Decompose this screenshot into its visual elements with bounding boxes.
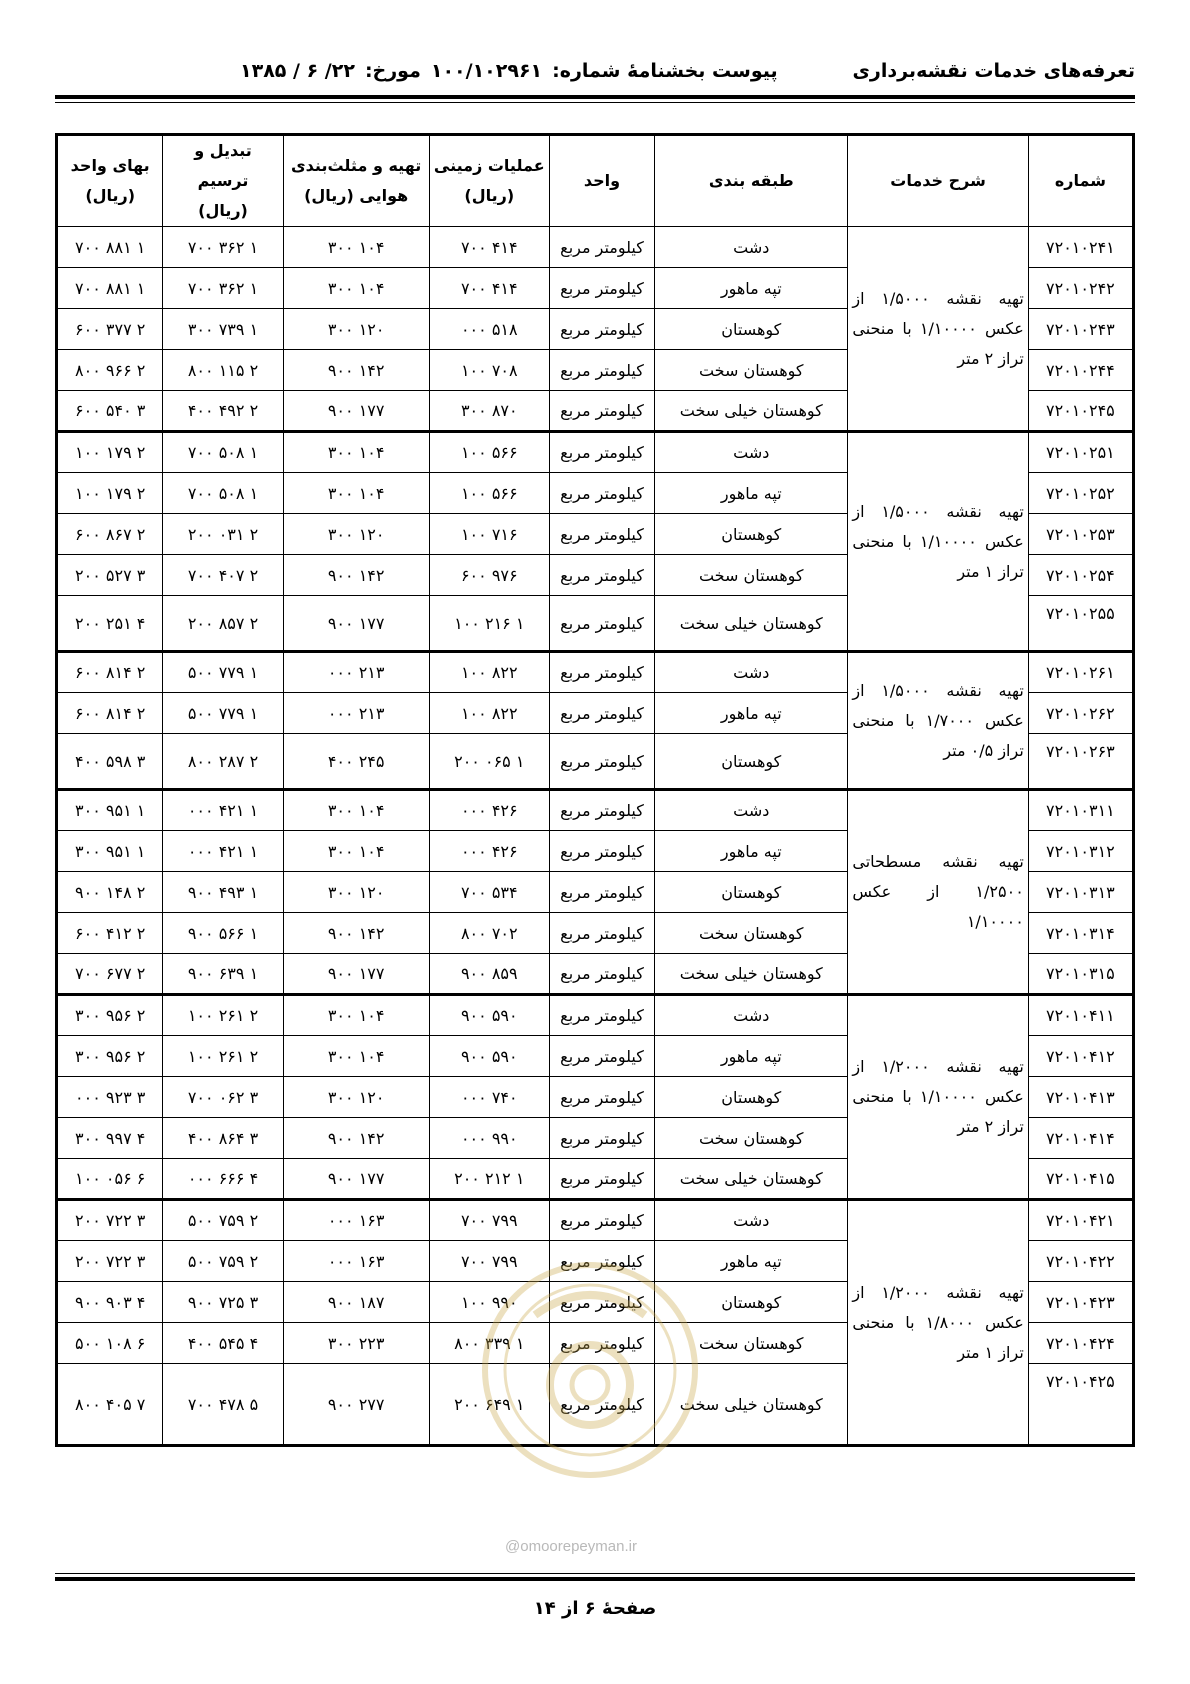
cell-classification: کوهستان خیلی سخت bbox=[655, 596, 848, 652]
tariff-body bbox=[57, 227, 1134, 1446]
cell-code: ۷۲۰۱۰۴۱۴ bbox=[1028, 1118, 1133, 1159]
table-row bbox=[57, 227, 1134, 268]
document-title: تعرفه‌های خدمات نقشه‌برداری bbox=[852, 60, 1135, 82]
cell-ground: ۴۱۴ ۷۰۰ bbox=[429, 227, 549, 268]
cell-classification: کوهستان bbox=[655, 734, 848, 790]
cell-ground: ۱ ۲۱۲ ۲۰۰ bbox=[429, 1159, 549, 1200]
cell-aerial: ۲۴۵ ۴۰۰ bbox=[283, 734, 429, 790]
cell-drafting: ۲ ۲۶۱ ۱۰۰ bbox=[163, 995, 283, 1036]
cell-drafting: ۲ ۲۸۷ ۸۰۰ bbox=[163, 734, 283, 790]
cell-unit-price: ۲ ۹۵۶ ۳۰۰ bbox=[57, 1036, 163, 1077]
cell-drafting: ۲ ۱۱۵ ۸۰۰ bbox=[163, 350, 283, 391]
cell-ground: ۷۰۲ ۸۰۰ bbox=[429, 913, 549, 954]
cell-code: ۷۲۰۱۰۲۶۲ bbox=[1028, 693, 1133, 734]
cell-classification: تپه ماهور bbox=[655, 1036, 848, 1077]
cell-drafting: ۱ ۳۶۲ ۷۰۰ bbox=[163, 227, 283, 268]
cell-unit: کیلومتر مربع bbox=[549, 734, 654, 790]
cell-drafting: ۲ ۸۵۷ ۲۰۰ bbox=[163, 596, 283, 652]
cell-ground: ۵۳۴ ۷۰۰ bbox=[429, 872, 549, 913]
cell-unit: کیلومتر مربع bbox=[549, 555, 654, 596]
cell-unit: کیلومتر مربع bbox=[549, 913, 654, 954]
cell-ground: ۷۹۹ ۷۰۰ bbox=[429, 1241, 549, 1282]
cell-unit-price: ۴ ۲۵۱ ۲۰۰ bbox=[57, 596, 163, 652]
cell-unit-price: ۳ ۷۲۲ ۲۰۰ bbox=[57, 1200, 163, 1241]
cell-ground: ۴۱۴ ۷۰۰ bbox=[429, 268, 549, 309]
cell-drafting: ۲ ۰۳۱ ۲۰۰ bbox=[163, 514, 283, 555]
cell-unit: کیلومتر مربع bbox=[549, 831, 654, 872]
attachment-info bbox=[230, 60, 778, 82]
table-row bbox=[57, 1200, 1134, 1241]
cell-code: ۷۲۰۱۰۴۱۲ bbox=[1028, 1036, 1133, 1077]
cell-drafting: ۳ ۷۲۵ ۹۰۰ bbox=[163, 1282, 283, 1323]
cell-classification: کوهستان خیلی سخت bbox=[655, 1159, 848, 1200]
cell-drafting: ۲ ۷۵۹ ۵۰۰ bbox=[163, 1241, 283, 1282]
cell-ground: ۱ ۲۱۶ ۱۰۰ bbox=[429, 596, 549, 652]
cell-classification: کوهستان سخت bbox=[655, 350, 848, 391]
cell-aerial: ۱۲۰ ۳۰۰ bbox=[283, 514, 429, 555]
cell-drafting: ۱ ۴۲۱ ۰۰۰ bbox=[163, 831, 283, 872]
col-number: شماره bbox=[1028, 135, 1133, 227]
cell-drafting: ۲ ۷۵۹ ۵۰۰ bbox=[163, 1200, 283, 1241]
cell-aerial: ۲۱۳ ۰۰۰ bbox=[283, 652, 429, 693]
cell-drafting: ۱ ۷۷۹ ۵۰۰ bbox=[163, 652, 283, 693]
cell-unit-price: ۶ ۰۵۶ ۱۰۰ bbox=[57, 1159, 163, 1200]
cell-unit: کیلومتر مربع bbox=[549, 1200, 654, 1241]
cell-code: ۷۲۰۱۰۲۶۳ bbox=[1028, 734, 1133, 790]
cell-classification: کوهستان bbox=[655, 872, 848, 913]
cell-aerial: ۱۶۳ ۰۰۰ bbox=[283, 1241, 429, 1282]
cell-code: ۷۲۰۱۰۳۱۵ bbox=[1028, 954, 1133, 995]
attachment-label: پیوست بخشنامۀ شماره: bbox=[552, 60, 778, 82]
cell-classification: کوهستان سخت bbox=[655, 1118, 848, 1159]
cell-classification: کوهستان bbox=[655, 1077, 848, 1118]
cell-unit-price: ۶ ۱۰۸ ۵۰۰ bbox=[57, 1323, 163, 1364]
cell-unit: کیلومتر مربع bbox=[549, 1118, 654, 1159]
cell-unit: کیلومتر مربع bbox=[549, 432, 654, 473]
cell-aerial: ۱۲۰ ۳۰۰ bbox=[283, 1077, 429, 1118]
cell-aerial: ۱۰۴ ۳۰۰ bbox=[283, 473, 429, 514]
cell-unit: کیلومتر مربع bbox=[549, 1323, 654, 1364]
header-rule-thin bbox=[55, 102, 1135, 103]
header-rule-thick bbox=[55, 95, 1135, 99]
cell-unit-price: ۲ ۹۶۶ ۸۰۰ bbox=[57, 350, 163, 391]
cell-aerial: ۱۴۲ ۹۰۰ bbox=[283, 913, 429, 954]
cell-drafting: ۵ ۴۷۸ ۷۰۰ bbox=[163, 1364, 283, 1446]
table-row bbox=[57, 652, 1134, 693]
cell-unit-price: ۲ ۸۶۷ ۶۰۰ bbox=[57, 514, 163, 555]
cell-ground: ۴۲۶ ۰۰۰ bbox=[429, 831, 549, 872]
cell-aerial: ۱۶۳ ۰۰۰ bbox=[283, 1200, 429, 1241]
col-description: شرح خدمات bbox=[848, 135, 1028, 227]
cell-aerial: ۱۲۰ ۳۰۰ bbox=[283, 309, 429, 350]
cell-ground: ۵۶۶ ۱۰۰ bbox=[429, 473, 549, 514]
cell-unit: کیلومتر مربع bbox=[549, 1241, 654, 1282]
cell-classification: کوهستان خیلی سخت bbox=[655, 1364, 848, 1446]
page-header bbox=[55, 60, 1135, 90]
cell-unit: کیلومتر مربع bbox=[549, 227, 654, 268]
cell-ground: ۹۷۶ ۶۰۰ bbox=[429, 555, 549, 596]
footer-rule-thin bbox=[55, 1573, 1135, 1574]
cell-unit: کیلومتر مربع bbox=[549, 872, 654, 913]
header-row bbox=[57, 135, 1134, 227]
cell-unit: کیلومتر مربع bbox=[549, 391, 654, 432]
cell-ground: ۷۱۶ ۱۰۰ bbox=[429, 514, 549, 555]
cell-ground: ۵۹۰ ۹۰۰ bbox=[429, 995, 549, 1036]
cell-unit-price: ۲ ۱۷۹ ۱۰۰ bbox=[57, 473, 163, 514]
cell-ground: ۴۲۶ ۰۰۰ bbox=[429, 790, 549, 831]
cell-unit: کیلومتر مربع bbox=[549, 473, 654, 514]
cell-unit-price: ۱ ۸۸۱ ۷۰۰ bbox=[57, 268, 163, 309]
cell-drafting: ۲ ۲۶۱ ۱۰۰ bbox=[163, 1036, 283, 1077]
cell-unit: کیلومتر مربع bbox=[549, 1282, 654, 1323]
cell-aerial: ۱۷۷ ۹۰۰ bbox=[283, 391, 429, 432]
cell-ground: ۷۴۰ ۰۰۰ bbox=[429, 1077, 549, 1118]
cell-aerial: ۲۱۳ ۰۰۰ bbox=[283, 693, 429, 734]
cell-unit-price: ۲ ۴۱۲ ۶۰۰ bbox=[57, 913, 163, 954]
cell-aerial: ۱۸۷ ۹۰۰ bbox=[283, 1282, 429, 1323]
tariff-table bbox=[55, 133, 1135, 1447]
cell-ground: ۷۰۸ ۱۰۰ bbox=[429, 350, 549, 391]
cell-aerial: ۱۷۷ ۹۰۰ bbox=[283, 596, 429, 652]
cell-unit-price: ۳ ۹۲۳ ۰۰۰ bbox=[57, 1077, 163, 1118]
cell-unit-price: ۲ ۶۷۷ ۷۰۰ bbox=[57, 954, 163, 995]
cell-ground: ۸۲۲ ۱۰۰ bbox=[429, 693, 549, 734]
cell-aerial: ۱۰۴ ۳۰۰ bbox=[283, 995, 429, 1036]
col-unit: واحد bbox=[549, 135, 654, 227]
cell-classification: تپه ماهور bbox=[655, 831, 848, 872]
cell-drafting: ۱ ۷۳۹ ۳۰۰ bbox=[163, 309, 283, 350]
cell-code: ۷۲۰۱۰۲۵۱ bbox=[1028, 432, 1133, 473]
cell-code: ۷۲۰۱۰۴۲۴ bbox=[1028, 1323, 1133, 1364]
cell-unit: کیلومتر مربع bbox=[549, 1364, 654, 1446]
cell-unit: کیلومتر مربع bbox=[549, 309, 654, 350]
cell-drafting: ۴ ۵۴۵ ۴۰۰ bbox=[163, 1323, 283, 1364]
cell-drafting: ۴ ۶۶۶ ۰۰۰ bbox=[163, 1159, 283, 1200]
cell-classification: کوهستان سخت bbox=[655, 913, 848, 954]
cell-aerial: ۲۲۳ ۳۰۰ bbox=[283, 1323, 429, 1364]
cell-classification: دشت bbox=[655, 652, 848, 693]
cell-code: ۷۲۰۱۰۴۱۵ bbox=[1028, 1159, 1133, 1200]
table-row bbox=[57, 432, 1134, 473]
cell-classification: کوهستان خیلی سخت bbox=[655, 954, 848, 995]
cell-aerial: ۱۴۲ ۹۰۰ bbox=[283, 1118, 429, 1159]
cell-drafting: ۱ ۵۰۸ ۷۰۰ bbox=[163, 473, 283, 514]
cell-ground: ۸۷۰ ۳۰۰ bbox=[429, 391, 549, 432]
cell-classification: دشت bbox=[655, 227, 848, 268]
cell-classification: دشت bbox=[655, 432, 848, 473]
cell-unit-price: ۱ ۹۵۱ ۳۰۰ bbox=[57, 831, 163, 872]
cell-aerial: ۱۷۷ ۹۰۰ bbox=[283, 1159, 429, 1200]
cell-ground: ۹۹۰ ۱۰۰ bbox=[429, 1282, 549, 1323]
cell-aerial: ۱۰۴ ۳۰۰ bbox=[283, 268, 429, 309]
cell-unit-price: ۳ ۵۲۷ ۲۰۰ bbox=[57, 555, 163, 596]
cell-unit: کیلومتر مربع bbox=[549, 790, 654, 831]
cell-classification: تپه ماهور bbox=[655, 1241, 848, 1282]
cell-code: ۷۲۰۱۰۴۲۲ bbox=[1028, 1241, 1133, 1282]
cell-drafting: ۱ ۵۶۶ ۹۰۰ bbox=[163, 913, 283, 954]
cell-code: ۷۲۰۱۰۴۱۳ bbox=[1028, 1077, 1133, 1118]
cell-drafting: ۳ ۰۶۲ ۷۰۰ bbox=[163, 1077, 283, 1118]
cell-description: تهیه نقشه ۱/۵۰۰۰ از عکس ۱/۱۰۰۰۰ با منحنی تراز ۱ متر bbox=[848, 432, 1028, 652]
cell-code: ۷۲۰۱۰۳۱۳ bbox=[1028, 872, 1133, 913]
col-aerial: تهیه و مثلث‌بندی هوایی (ریال) bbox=[283, 135, 429, 227]
cell-unit: کیلومتر مربع bbox=[549, 268, 654, 309]
page-number: صفحۀ ۶ از ۱۴ bbox=[533, 1598, 657, 1619]
cell-unit: کیلومتر مربع bbox=[549, 596, 654, 652]
cell-aerial: ۱۲۰ ۳۰۰ bbox=[283, 872, 429, 913]
cell-drafting: ۳ ۸۶۴ ۴۰۰ bbox=[163, 1118, 283, 1159]
cell-ground: ۸۲۲ ۱۰۰ bbox=[429, 652, 549, 693]
cell-classification: کوهستان bbox=[655, 514, 848, 555]
cell-ground: ۹۹۰ ۰۰۰ bbox=[429, 1118, 549, 1159]
cell-ground: ۵۹۰ ۹۰۰ bbox=[429, 1036, 549, 1077]
cell-description: تهیه نقشه ۱/۲۰۰۰ از عکس ۱/۱۰۰۰۰ با منحنی تراز ۲ متر bbox=[848, 995, 1028, 1200]
cell-drafting: ۱ ۷۷۹ ۵۰۰ bbox=[163, 693, 283, 734]
cell-unit-price: ۲ ۳۷۷ ۶۰۰ bbox=[57, 309, 163, 350]
cell-unit: کیلومتر مربع bbox=[549, 954, 654, 995]
watermark-text: @omoorepeyman.ir bbox=[505, 1538, 637, 1555]
cell-unit-price: ۳ ۷۲۲ ۲۰۰ bbox=[57, 1241, 163, 1282]
cell-classification: دشت bbox=[655, 1200, 848, 1241]
cell-unit-price: ۲ ۱۴۸ ۹۰۰ bbox=[57, 872, 163, 913]
cell-ground: ۷۹۹ ۷۰۰ bbox=[429, 1200, 549, 1241]
cell-classification: دشت bbox=[655, 995, 848, 1036]
cell-unit: کیلومتر مربع bbox=[549, 995, 654, 1036]
cell-ground: ۸۵۹ ۹۰۰ bbox=[429, 954, 549, 995]
cell-drafting: ۱ ۳۶۲ ۷۰۰ bbox=[163, 268, 283, 309]
cell-ground: ۱ ۶۴۹ ۲۰۰ bbox=[429, 1364, 549, 1446]
cell-code: ۷۲۰۱۰۲۵۴ bbox=[1028, 555, 1133, 596]
cell-code: ۷۲۰۱۰۲۴۲ bbox=[1028, 268, 1133, 309]
cell-classification: کوهستان سخت bbox=[655, 1323, 848, 1364]
cell-drafting: ۱ ۴۲۱ ۰۰۰ bbox=[163, 790, 283, 831]
cell-code: ۷۲۰۱۰۴۲۳ bbox=[1028, 1282, 1133, 1323]
table-row bbox=[57, 995, 1134, 1036]
cell-classification: تپه ماهور bbox=[655, 268, 848, 309]
cell-unit-price: ۳ ۵۴۰ ۶۰۰ bbox=[57, 391, 163, 432]
cell-classification: تپه ماهور bbox=[655, 473, 848, 514]
cell-code: ۷۲۰۱۰۲۴۱ bbox=[1028, 227, 1133, 268]
cell-unit: کیلومتر مربع bbox=[549, 1077, 654, 1118]
cell-code: ۷۲۰۱۰۴۱۱ bbox=[1028, 995, 1133, 1036]
cell-unit-price: ۲ ۱۷۹ ۱۰۰ bbox=[57, 432, 163, 473]
cell-code: ۷۲۰۱۰۲۵۳ bbox=[1028, 514, 1133, 555]
table-row bbox=[57, 790, 1134, 831]
cell-code: ۷۲۰۱۰۲۶۱ bbox=[1028, 652, 1133, 693]
cell-aerial: ۱۰۴ ۳۰۰ bbox=[283, 831, 429, 872]
cell-code: ۷۲۰۱۰۴۲۵ bbox=[1028, 1364, 1133, 1446]
cell-unit-price: ۱ ۹۵۱ ۳۰۰ bbox=[57, 790, 163, 831]
cell-code: ۷۲۰۱۰۲۵۵ bbox=[1028, 596, 1133, 652]
cell-drafting: ۲ ۴۹۲ ۴۰۰ bbox=[163, 391, 283, 432]
cell-code: ۷۲۰۱۰۲۵۲ bbox=[1028, 473, 1133, 514]
cell-code: ۷۲۰۱۰۴۲۱ bbox=[1028, 1200, 1133, 1241]
cell-drafting: ۱ ۶۳۹ ۹۰۰ bbox=[163, 954, 283, 995]
cell-unit: کیلومتر مربع bbox=[549, 693, 654, 734]
attachment-number: ۱۰۰/۱۰۲۹۶۱ bbox=[430, 60, 543, 82]
col-unit-price: بهای واحد (ریال) bbox=[57, 135, 163, 227]
cell-unit: کیلومتر مربع bbox=[549, 514, 654, 555]
cell-unit-price: ۷ ۴۰۵ ۸۰۰ bbox=[57, 1364, 163, 1446]
col-classification: طبقه بندی bbox=[655, 135, 848, 227]
cell-unit-price: ۱ ۸۸۱ ۷۰۰ bbox=[57, 227, 163, 268]
cell-drafting: ۱ ۵۰۸ ۷۰۰ bbox=[163, 432, 283, 473]
cell-aerial: ۲۷۷ ۹۰۰ bbox=[283, 1364, 429, 1446]
date-label: مورخ: bbox=[364, 60, 421, 82]
cell-ground: ۱ ۳۳۹ ۸۰۰ bbox=[429, 1323, 549, 1364]
cell-aerial: ۱۰۴ ۳۰۰ bbox=[283, 790, 429, 831]
col-drafting: تبدیل و ترسیم (ریال) bbox=[163, 135, 283, 227]
date-value: ۲۲/ ۶ / ۱۳۸۵ bbox=[240, 60, 355, 82]
cell-unit-price: ۲ ۸۱۴ ۶۰۰ bbox=[57, 652, 163, 693]
cell-code: ۷۲۰۱۰۲۴۴ bbox=[1028, 350, 1133, 391]
cell-ground: ۵۱۸ ۰۰۰ bbox=[429, 309, 549, 350]
cell-description: تهیه نقشه ۱/۵۰۰۰ از عکس ۱/۱۰۰۰۰ با منحنی تراز ۲ متر bbox=[848, 227, 1028, 432]
cell-classification: دشت bbox=[655, 790, 848, 831]
cell-code: ۷۲۰۱۰۲۴۳ bbox=[1028, 309, 1133, 350]
cell-unit-price: ۳ ۵۹۸ ۴۰۰ bbox=[57, 734, 163, 790]
cell-unit: کیلومتر مربع bbox=[549, 1036, 654, 1077]
cell-ground: ۵۶۶ ۱۰۰ bbox=[429, 432, 549, 473]
cell-classification: تپه ماهور bbox=[655, 693, 848, 734]
cell-unit-price: ۲ ۹۵۶ ۳۰۰ bbox=[57, 995, 163, 1036]
cell-unit: کیلومتر مربع bbox=[549, 652, 654, 693]
cell-ground: ۱ ۰۶۵ ۲۰۰ bbox=[429, 734, 549, 790]
cell-classification: کوهستان bbox=[655, 1282, 848, 1323]
cell-aerial: ۱۰۴ ۳۰۰ bbox=[283, 1036, 429, 1077]
cell-unit-price: ۴ ۹۹۷ ۳۰۰ bbox=[57, 1118, 163, 1159]
cell-code: ۷۲۰۱۰۳۱۱ bbox=[1028, 790, 1133, 831]
cell-classification: کوهستان سخت bbox=[655, 555, 848, 596]
cell-aerial: ۱۴۲ ۹۰۰ bbox=[283, 555, 429, 596]
cell-classification: کوهستان bbox=[655, 309, 848, 350]
cell-description: تهیه نقشه ۱/۵۰۰۰ از عکس ۱/۷۰۰۰ با منحنی تراز ۰/۵ متر bbox=[848, 652, 1028, 790]
cell-aerial: ۱۰۴ ۳۰۰ bbox=[283, 432, 429, 473]
cell-unit-price: ۲ ۸۱۴ ۶۰۰ bbox=[57, 693, 163, 734]
cell-classification: کوهستان خیلی سخت bbox=[655, 391, 848, 432]
cell-drafting: ۲ ۴۰۷ ۷۰۰ bbox=[163, 555, 283, 596]
col-ground-ops: عملیات زمینی (ریال) bbox=[429, 135, 549, 227]
cell-aerial: ۱۰۴ ۳۰۰ bbox=[283, 227, 429, 268]
footer-rule-thick bbox=[55, 1577, 1135, 1581]
cell-code: ۷۲۰۱۰۲۴۵ bbox=[1028, 391, 1133, 432]
cell-code: ۷۲۰۱۰۳۱۲ bbox=[1028, 831, 1133, 872]
cell-unit-price: ۴ ۹۰۳ ۹۰۰ bbox=[57, 1282, 163, 1323]
cell-unit: کیلومتر مربع bbox=[549, 1159, 654, 1200]
cell-aerial: ۱۴۲ ۹۰۰ bbox=[283, 350, 429, 391]
cell-aerial: ۱۷۷ ۹۰۰ bbox=[283, 954, 429, 995]
cell-drafting: ۱ ۴۹۳ ۹۰۰ bbox=[163, 872, 283, 913]
cell-unit: کیلومتر مربع bbox=[549, 350, 654, 391]
cell-code: ۷۲۰۱۰۳۱۴ bbox=[1028, 913, 1133, 954]
cell-description: تهیه نقشه مسطحاتی ۱/۲۵۰۰ از عکس ۱/۱۰۰۰۰ bbox=[848, 790, 1028, 995]
cell-description: تهیه نقشه ۱/۲۰۰۰ از عکس ۱/۸۰۰۰ با منحنی تراز ۱ متر bbox=[848, 1200, 1028, 1446]
